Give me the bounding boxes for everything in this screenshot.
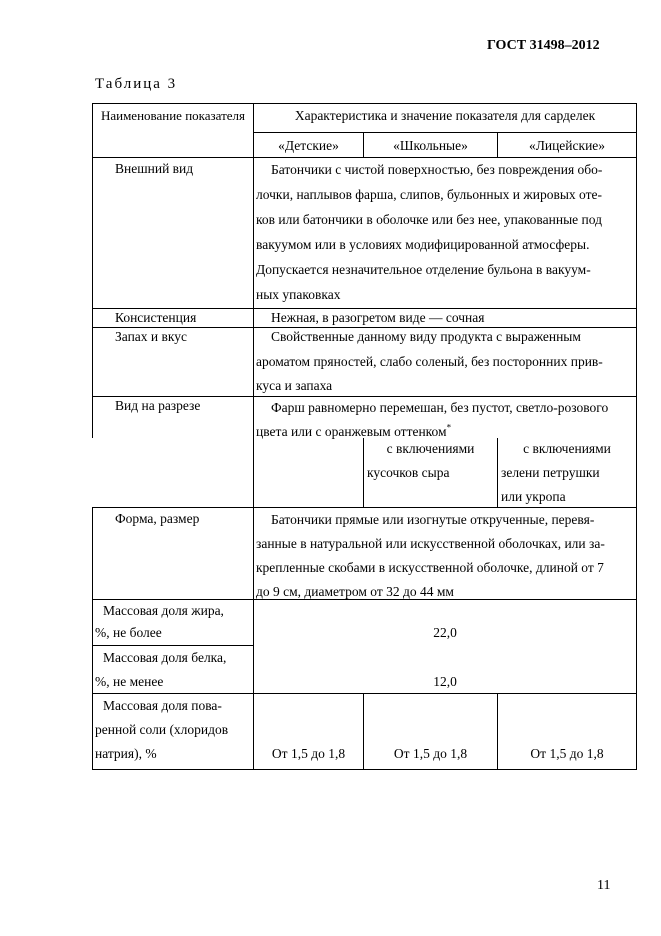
table-caption: Таблица 3 <box>95 76 178 92</box>
standard-number: ГОСТ 31498–2012 <box>487 38 600 53</box>
column-header-group: Характеристика и значение показателя для сарделек <box>294 108 596 123</box>
salt-value-liceyskie: От 1,5 до 1,8 <box>530 746 604 761</box>
column-header-name: Наименование показателя <box>100 108 246 123</box>
indicator-shape-size: Форма, размер <box>115 511 200 526</box>
indicator-smell-taste: Запах и вкус <box>115 329 188 344</box>
variant-header-liceyskie: «Лицейские» <box>528 138 606 153</box>
footnote-mark: * <box>446 422 452 433</box>
page-number: 11 <box>597 878 611 893</box>
indicator-consistency: Консистенция <box>115 310 197 325</box>
salt-value-detskie: От 1,5 до 1,8 <box>271 746 346 761</box>
salt-value-shkolnye: От 1,5 до 1,8 <box>393 746 468 761</box>
consistency-description: Нежная, в разогретом виде — сочная <box>271 310 485 325</box>
variant-header-detskie: «Детские» <box>278 138 339 153</box>
fat-value: 22,0 <box>433 625 457 640</box>
protein-value: 12,0 <box>433 674 457 689</box>
indicator-cut-view: Вид на разрезе <box>115 398 201 413</box>
indicator-appearance: Внешний вид <box>115 161 194 176</box>
variant-header-shkolnye: «Школьные» <box>393 138 468 153</box>
